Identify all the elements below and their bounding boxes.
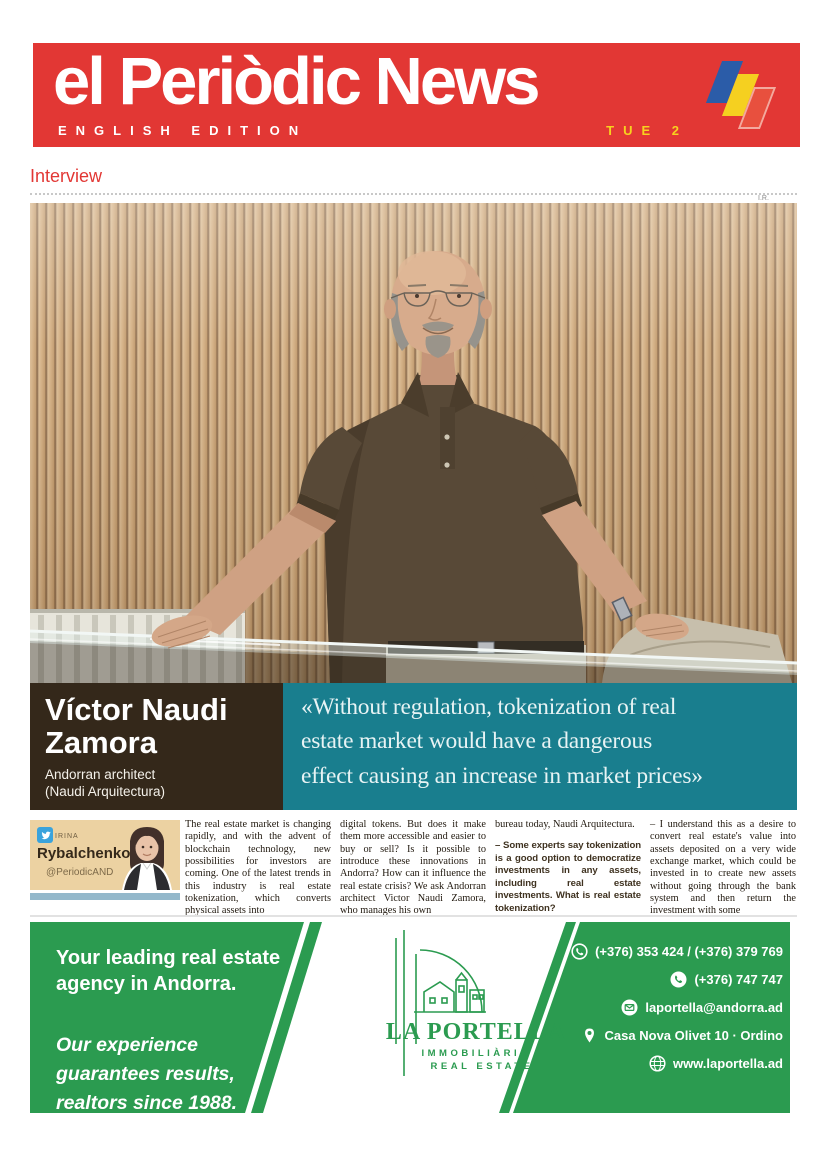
logo-sub-realestate: REAL ESTATE — [430, 1061, 534, 1072]
byline-last-name: Rybalchenko — [37, 845, 131, 862]
section-label: Interview — [30, 166, 103, 186]
ad-left-content — [56, 945, 280, 1117]
article-col-1: The real estate market is changing rapidly, and with the advent of blockchain technology, new possibilities for investors are coming. One of the latest trends in this industry is real estate tokenization, which converts physical assets into — [185, 819, 331, 917]
photo-illustration — [30, 203, 797, 683]
ad-headline: Your leading real estate agency in Andorra. — [56, 947, 281, 996]
contact-text: (+376) 353 424 / (+376) 379 769 — [595, 944, 783, 959]
interview-photo — [30, 203, 797, 683]
ad-banner — [30, 922, 790, 1113]
masthead-title: el Periòdic News — [53, 44, 538, 119]
byline-avatar — [116, 823, 178, 890]
whatsapp-icon — [571, 943, 588, 960]
article-col-2: digital tokens. But does it make them more accessible and easier to buy or sell? Is it possible to introduce these innovations in Andorra? How can it influence the real estate crisis? We ask Andorran architect Victor Naudi Zamora, who manages his own — [340, 819, 486, 917]
interviewee-subtitle: Andorran architect (Naudi Arquitectura) — [45, 767, 166, 799]
contact-row-website — [649, 1055, 783, 1072]
date-label: TUE 2 — [606, 123, 688, 138]
article-columns — [185, 819, 797, 918]
twitter-icon — [37, 827, 53, 843]
contact-text: www.laportella.ad — [672, 1056, 783, 1071]
location-icon — [581, 1027, 598, 1044]
ad-separator — [30, 915, 797, 917]
contact-text: laportella@andorra.ad — [645, 1000, 783, 1015]
logo-name: LA PORTELLA — [385, 1019, 567, 1045]
contact-text: Casa Nova Olivet 10 · Ordino — [604, 1028, 783, 1043]
contact-row-whatsapp — [571, 943, 783, 960]
byline-first-name: IRINA — [55, 833, 79, 840]
logo-sub-immobiliaria: IMMOBILIÀRIA — [421, 1048, 531, 1059]
ad-logo — [358, 926, 568, 1091]
pull-quote: «Without regulation, tokenization of real estate market would have a dangerous effect causing an increase in market prices» — [283, 683, 797, 810]
interviewee-name: Víctor Naudi Zamora — [45, 692, 228, 760]
feature-overlay — [30, 683, 797, 810]
contact-row-email — [621, 999, 783, 1016]
byline-card — [30, 820, 180, 890]
globe-icon — [649, 1055, 666, 1072]
question-paragraph: – Some experts say tokenization is a good option to democratize investments in any assets, including real estate investments. What is real estate tokenization? — [495, 840, 641, 914]
email-icon — [621, 999, 638, 1016]
byline-handle: @PeriodicAND — [46, 867, 114, 878]
photo-credit: I.R. — [758, 195, 769, 202]
edition-label: ENGLISH EDITION — [58, 123, 308, 138]
article-col-4: – I understand this as a desire to convert real estate's value into assets deposited on a very wide exchange market, which could be invested in to create new assets without going through the bank system and then return the investment with some — [650, 819, 796, 917]
article-col-3: bureau today, Naudi Arquitectura. – Some experts say tokenization is a good option to democratize investments in any assets, including real estate investments. What is real estate tokenization? — [495, 819, 641, 914]
contact-text: (+376) 747 747 — [694, 972, 783, 987]
brand-logo — [710, 61, 784, 131]
subject-figure — [183, 251, 792, 683]
ad-tagline: Our experience guarantees results, realtors since 1988. — [56, 1033, 238, 1114]
masthead — [33, 43, 800, 147]
byline-accent-bar — [30, 893, 180, 900]
contact-row-location — [581, 1027, 783, 1044]
section-rule — [30, 193, 797, 195]
interviewee-name-box — [30, 683, 283, 810]
contact-row-phone — [670, 971, 783, 988]
ad-contacts — [571, 943, 783, 1072]
phone-icon — [670, 971, 687, 988]
